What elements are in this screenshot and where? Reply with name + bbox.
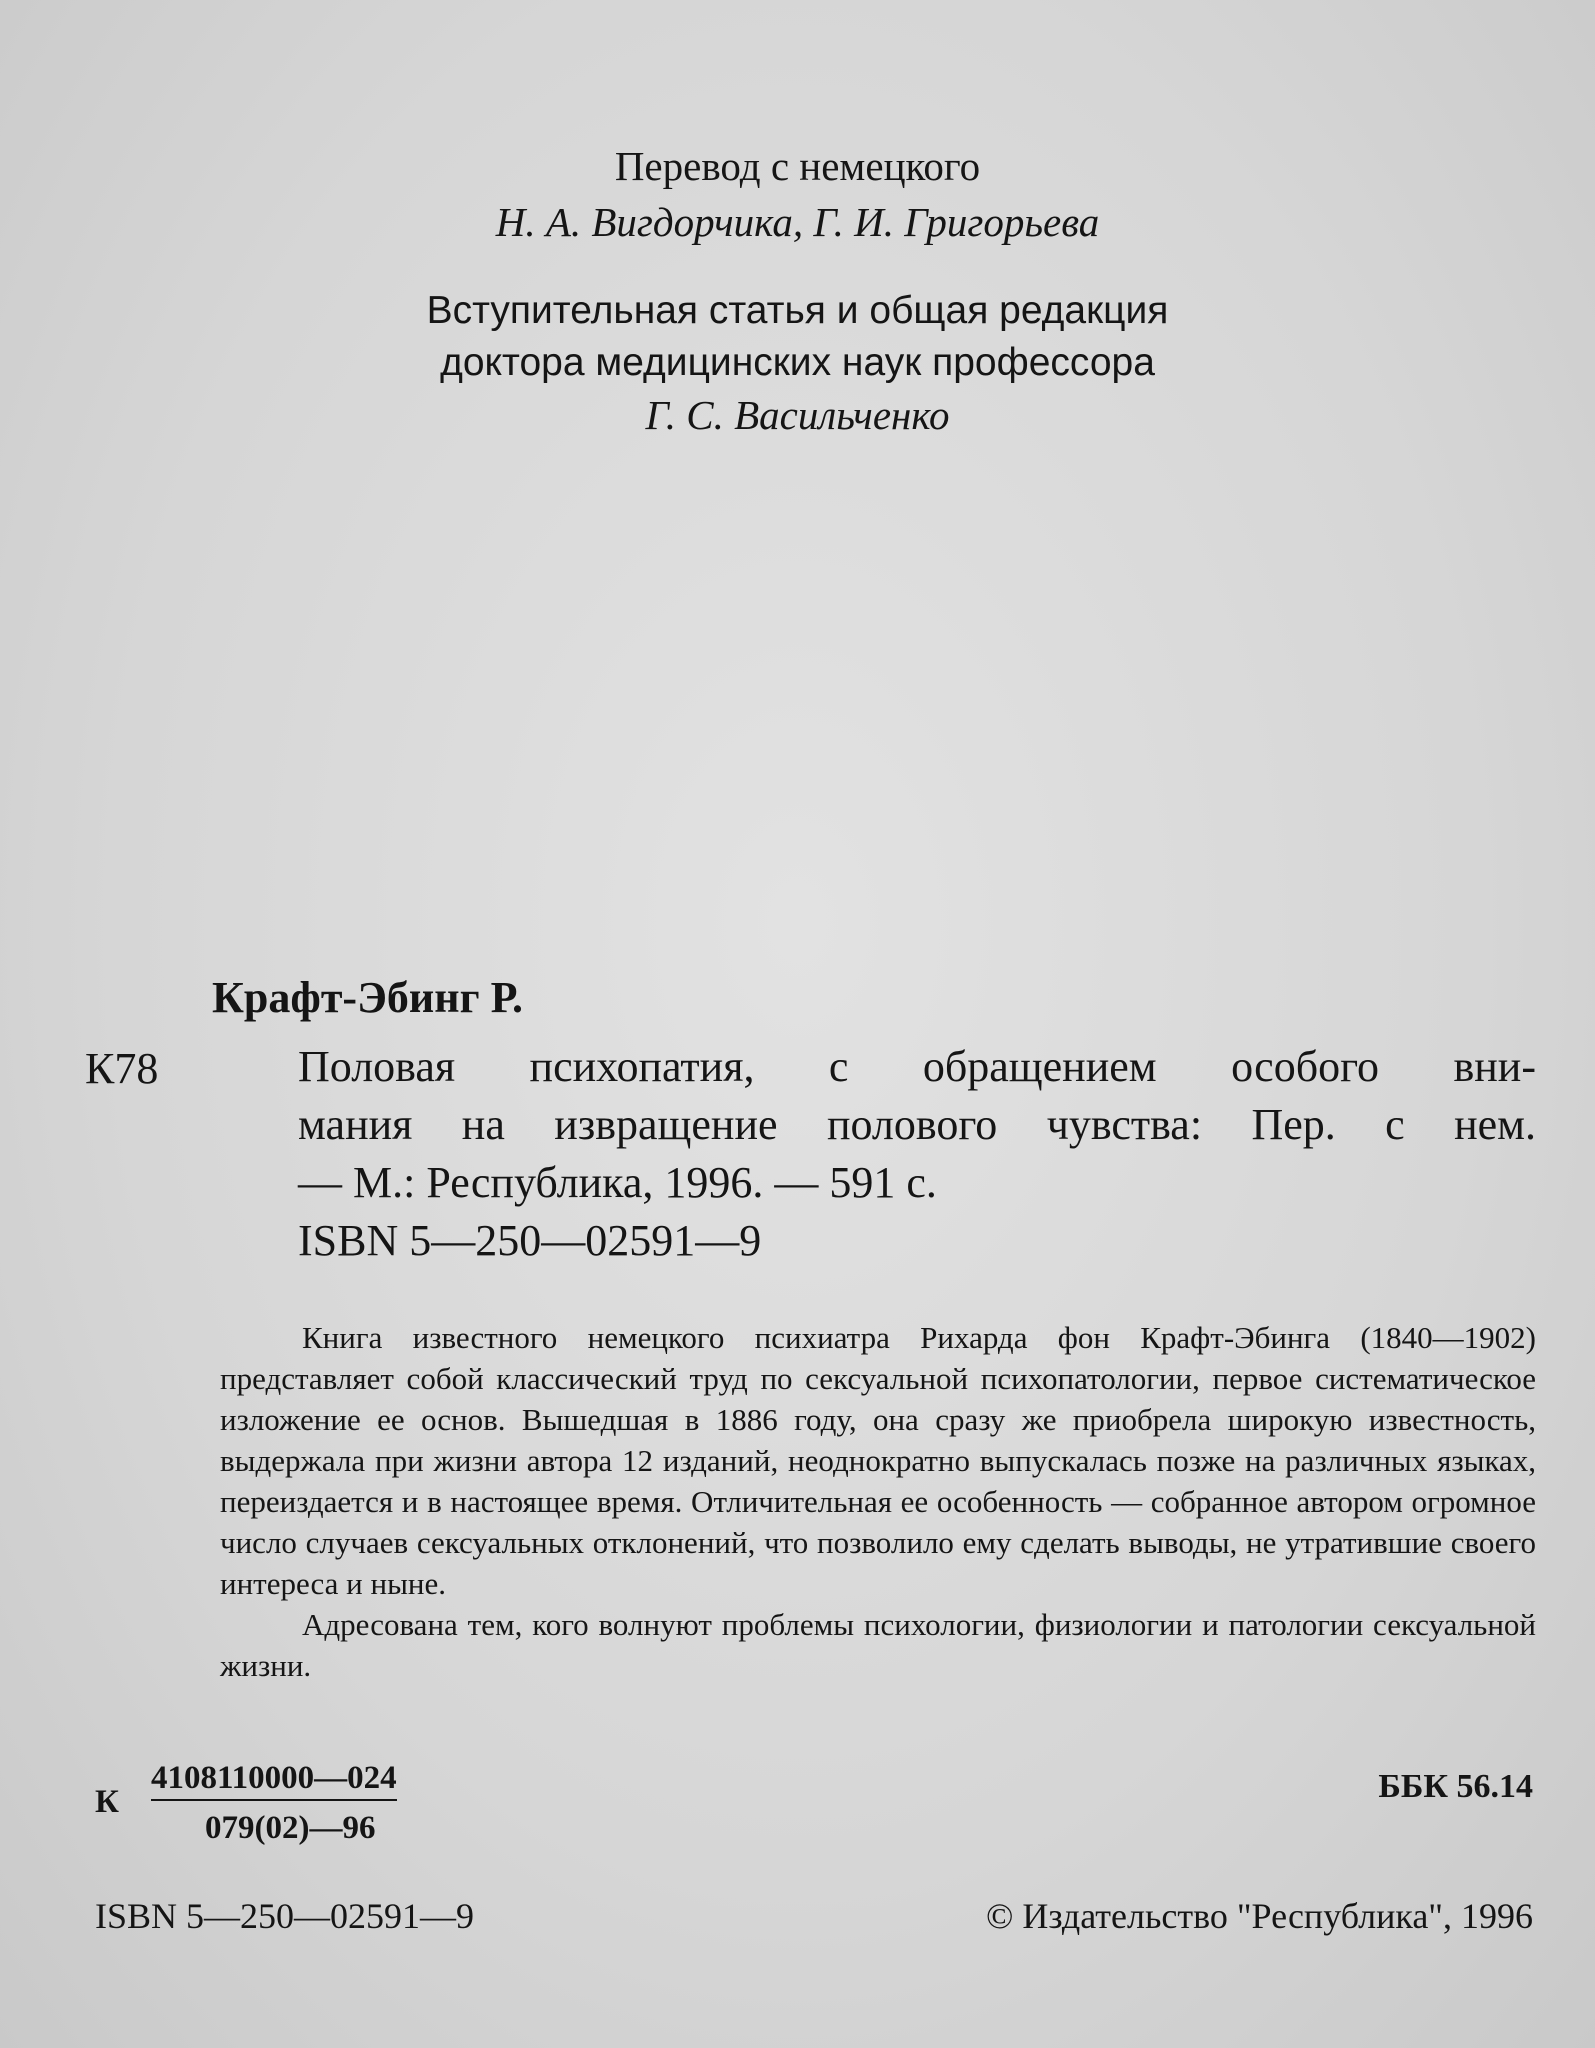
footer-isbn: ISBN 5—250—02591—9: [95, 1896, 475, 1936]
k-denominator: 079(02)—96: [205, 1810, 376, 1846]
k-letter: К: [95, 1784, 119, 1820]
bib-author: Крафт-Эбинг Р.: [212, 973, 523, 1022]
bib-publication: — М.: Республика, 1996. — 591 с.: [298, 1158, 937, 1207]
editor-line-2: доктора медицинских наук профессора: [440, 341, 1155, 384]
translators: Н. А. Вигдорчика, Г. И. Григорьева: [495, 199, 1100, 245]
annotation-paragraph-2: Адресована тем, кого волнуют проблемы психологии, физиологии и патологии сексуальной жизни.: [220, 1607, 1536, 1683]
bib-title-line-2: мания на извращение полового чувства: Пер. с нем.: [298, 1100, 1536, 1149]
k-numerator: 4108110000—024: [151, 1760, 397, 1801]
editor-name: Г. С. Васильченко: [645, 392, 950, 438]
translation-credits: [0, 138, 1595, 250]
bib-description: [298, 1038, 1536, 1270]
editor-credits: [0, 285, 1595, 441]
bib-code: К78: [85, 1044, 159, 1093]
copyright-notice: © Издательство "Республика", 1996: [986, 1896, 1533, 1936]
bib-title-line-1: Половая психопатия, с обращением особого вни-: [298, 1042, 1536, 1091]
editor-line-1: Вступительная статья и общая редакция: [426, 289, 1169, 332]
bib-isbn: ISBN 5—250—02591—9: [298, 1216, 762, 1265]
translation-heading: Перевод с немецкого: [614, 143, 981, 189]
annotation-paragraph-1: Книга известного немецкого психиатра Рихарда фон Крафт-Эбинга (1840—1902) представляет собой классический труд по сексуальной психопатологии, первое систематическое изложение ее основ. Вышедшая в 1886 году, она сразу же приобрела широкую известность, выдержала при жизни автора 12 изданий, неоднократно выпускалась позже на различных языках, переиздается и в настоящее время. Отличительная ее особенность — собранное автором огромное число случаев сексуальных отклонений, что позволило ему сделать выводы, не утратившие своего интереса и ныне.: [220, 1320, 1536, 1601]
bbk-code: ББК 56.14: [1378, 1768, 1533, 1805]
annotation: [220, 1317, 1536, 1686]
